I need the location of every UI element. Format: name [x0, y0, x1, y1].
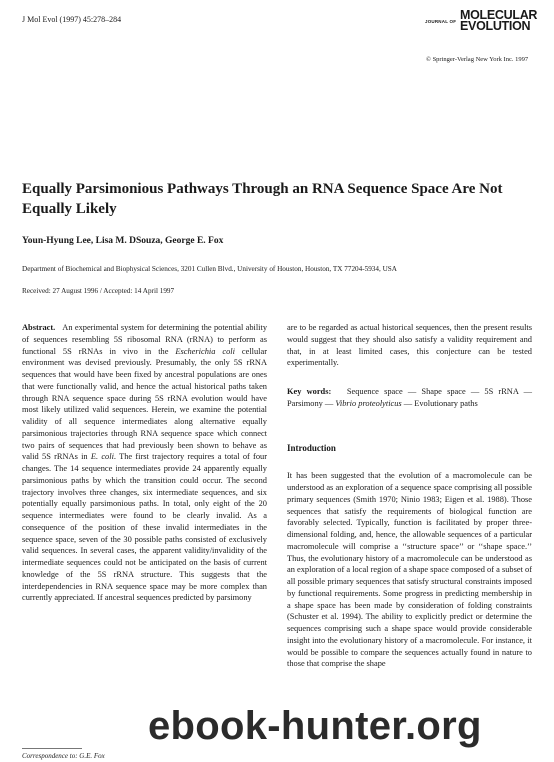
copyright-notice: © Springer-Verlag New York Inc. 1997 [426, 56, 529, 63]
journal-logo-name [460, 10, 537, 32]
abstract-text-c: . The first trajectory requires a total of four changes. The 14 sequence intermediates provide 24 apparently equally parsimonious paths by which the transition could occur. The second trajectory involves three changes, six intermediate sequences, and six potentially equally parsimonious paths. In total, only eight of the 20 sequence intermediates were found to be clearly invalid. As a consequence of the position of these invalid intermediates in the sequence space, seven of the 30 possible paths consisted of exclusively valid sequences. In several cases, the apparent validity/invalidity of the intermediate sequences could not be anticipated on the basis of current knowledge of the 5S rRNA structure. This suggests that the interdependencies in RNA sequence space may be more complex than currently appreciated. If ancestral sequences predicted by parsimony [22, 452, 267, 603]
journal-logo-prefix: JOURNAL OF [425, 19, 457, 24]
journal-citation: J Mol Evol (1997) 45:278–284 [22, 15, 122, 24]
received-accepted-dates: Received: 27 August 1996 / Accepted: 14 April 1997 [22, 287, 175, 295]
abstract-text-b: cellular environment was devised previously. Presumably, the only 5S rRNA sequences that would have been fixed by ancestral populations are ones that were functionally valid, and hence the actual historical paths taken through RNA sequence space during 5S rRNA evolution would have most likely utilized valid sequences. Herein, we examine the potential validity of all sequence intermediates along alternative equally parsimonious trajectories through RNA sequence space which connect two pairs of sequences that had previously been shown to behave as valid 5S rRNAs in [22, 346, 268, 462]
abstract-italic-ecoli-short: E. coli [90, 452, 114, 462]
footnote-rule [22, 748, 82, 749]
article-title: Equally Parsimonious Pathways Through an RNA Sequence Space Are Not Equally Likely [22, 181, 503, 217]
abstract-text-a: An experimental system for determining the potential ability of sequences resembling 5S ribosomal RNA (rRNA) to perform as functional 5S rRNAs in vivo in the [22, 323, 268, 356]
keywords-text-a: Sequence space — Shape space — 5S rRNA — Parsimony — [287, 387, 533, 408]
introduction-text: It has been suggested that the evolution of a macromolecule can be understood as an exploration of a sequence space comprising all possible primary sequences (Smith 1970; Ninio 1983; Eigen et al. 1988). Those sequences that satisfy the requirements of biological function are favorably selected. Typically, function is facilitated by proper three-dimensional folding, and, hence, the allowable sequences of a particular macromolecule will comprise a ‘‘structure space’’ or ‘‘shape space.’’ Thus, the evolutionary history of a macromolecule can be understood as an exploration of a local region of a shape space composed of a subset of all possible primary sequences that satisfy structural constraints imposed by functional requirements. Some progress in predicting membership in a shape space has been made by consideration of folding constraints (Schuster et al. 1994). The ability to explicitly predict or determine the sequences comprising such a shape space would provide considerable insight into the evolutionary history of a macromolecule. For instance, it would be possible to compare the sequences actually found in nature to those that comprise the shape [287, 471, 532, 669]
right-column [287, 322, 532, 670]
affiliation: Department of Biochemical and Biophysical Sciences, 3201 Cullen Blvd., University of Houston, Houston, TX 77204-5934, USA [22, 265, 397, 273]
watermark: ebook-hunter.org [148, 704, 482, 748]
author-list: Youn-Hyung Lee, Lisa M. DSouza, George E. Fox [22, 236, 224, 246]
journal-logo-line2: EVOLUTION [460, 19, 531, 33]
keywords-block [287, 386, 532, 410]
correspondence-note: Correspondence to: G.E. Fox [22, 752, 105, 760]
abstract-column [22, 322, 267, 604]
abstract-continuation: are to be regarded as actual historical sequences, then the present results would suggest that they should also satisfy a validity requirement and that, in at least limited cases, this conjecture can be tested experimentally. [287, 323, 532, 368]
keywords-italic: Vibrio proteolyticus [335, 398, 402, 408]
abstract-italic-ecoli: Escherichia coli [175, 346, 235, 356]
abstract-label: Abstract. [22, 323, 56, 332]
keywords-text-b: — Evolutionary paths [401, 398, 478, 408]
journal-logo-line1: MOLECULAR [460, 8, 538, 22]
keywords-label: Key words: [287, 387, 332, 396]
introduction-heading: Introduction [287, 442, 336, 453]
